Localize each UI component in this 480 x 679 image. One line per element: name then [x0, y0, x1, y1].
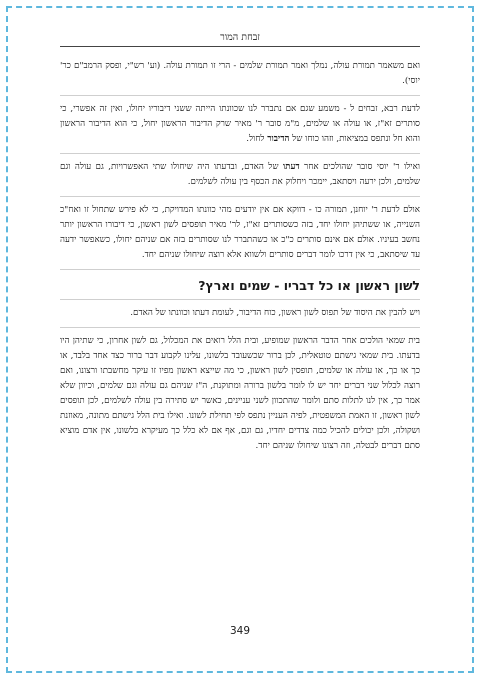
page-number: 349 [229, 625, 251, 637]
section-heading: לשון ראשון או כל דבריו - שמים וארץ? [60, 278, 420, 300]
paragraph-3-text-end: של האדם, ובדעתו היה שיחולו שתי האפשרויות, גם עולה וגם שלמים, ולכן ירעה ויסתאב, יימכר ויחלוק את הכסף בין עולה לשלמים. [60, 162, 420, 187]
paragraph-3-text: ואילו ר' יוסי סובר שהולכים אחר [299, 162, 421, 172]
paragraph-2-text-end: לחול. [246, 134, 268, 144]
paragraph-2-text: לדעת רבא, זבחים ל - משמע שגם אם נתברר לנו שכוונתו הייתה ששני דיבוריו יחולו, ואין זה אפשרי, כי סותרים זא"ז, או עולה או שלמים, מ"מ סובר ר' מאיר שרק הדיבור הראשון יחול, כי הוא הדיבור הראשון והוא חל ונתפס במציאות, וזהו כוחו של [60, 104, 420, 144]
paragraph-2-bold-word: הדיבור [267, 134, 290, 144]
section-paragraph-1: ויש להבין את היסוד של תפוס לשון ראשון, כוח הדיבור, לעומת דעתו וכוונתו של האדם. [60, 306, 420, 328]
section-paragraph-2: בית שמאי הולכים אחר הדבר הראשון שמופיע, ובית הלל רואים את המכלול, גם לשון אחרון, כי שתיהן היו בדעתו. בית שמאי גישתם טוטאלית, לכן ברור שכשעובד בלשונו, עלינו לקבוע דבר ברור כצד אחד בלבד, או כך או כך, או עולה או שלמים, תופסין לשון ראשון, כי מה שייצא ראשון מפיו זו עיקר מחשבתו ורצונו, ואם רוצה לכלול שני דברים יחד יש לו לומר בלשון ברורה ומתוקנת, ה"ז שניהם גם עולה וגם שלמים, וכיוון שלא אמר כך, אין לנו לתלות סתם ולומר שהתכוון לשני עניינים, כאשר יש סתירה בין עולה לשלמים, לכן תופסים לשון ראשון, זו האמת המשפטית, לפיה העניין נתפס לפי תחילת לשונו. ואילו בית הלל גישתם מתונה, מאוזנת ושקולה, ולכן יכולים להכיל כמה צדדים יחדיו, גם וגם, אף אם לא כלל כך מעיקרא בלשונו, אין אדם מוציא סתם דברים לבטלה, וזה רצונו שיחולו שניהם יחד. [60, 336, 420, 451]
paragraph-4: אולם לדעת ר' יוחנן, תמורה כו - דווקא אם אין יודעים מהי כוונתו המדויקת, כי לא פירש שתחול זו ואח"כ השנייה, או ששתיהן יחולו יחד, בזה כשסותרים זא"ז, לר' מאיר תופסים לשון ראשון, כי דיבורו הראשון יותר נחשב בעיניו. אולם אם אינם סותרים כ"כ או כשהתברר לנו שסותרים בזה אם שניהם יחולו, כשאפשר ידעה עד שיסתאב, כי אין דרכו לומר דברים סותרים ולשווא אלא רוצה שיחולו שניהם יחד. [60, 203, 420, 270]
running-header: זבחת המור [60, 32, 420, 47]
paragraph-3-bold-word: דעתו [282, 162, 300, 172]
paragraph-1: ואם משאמר תמורת עולה, נמלך ואמר תמורת שלמים - הרי זו תמורת עולה. (וע' רש"י, ופסק הרמב"ם כר' יוסי). [60, 59, 420, 96]
paragraph-3 [60, 160, 420, 197]
paragraph-2 [60, 102, 420, 154]
page-content [60, 32, 420, 649]
